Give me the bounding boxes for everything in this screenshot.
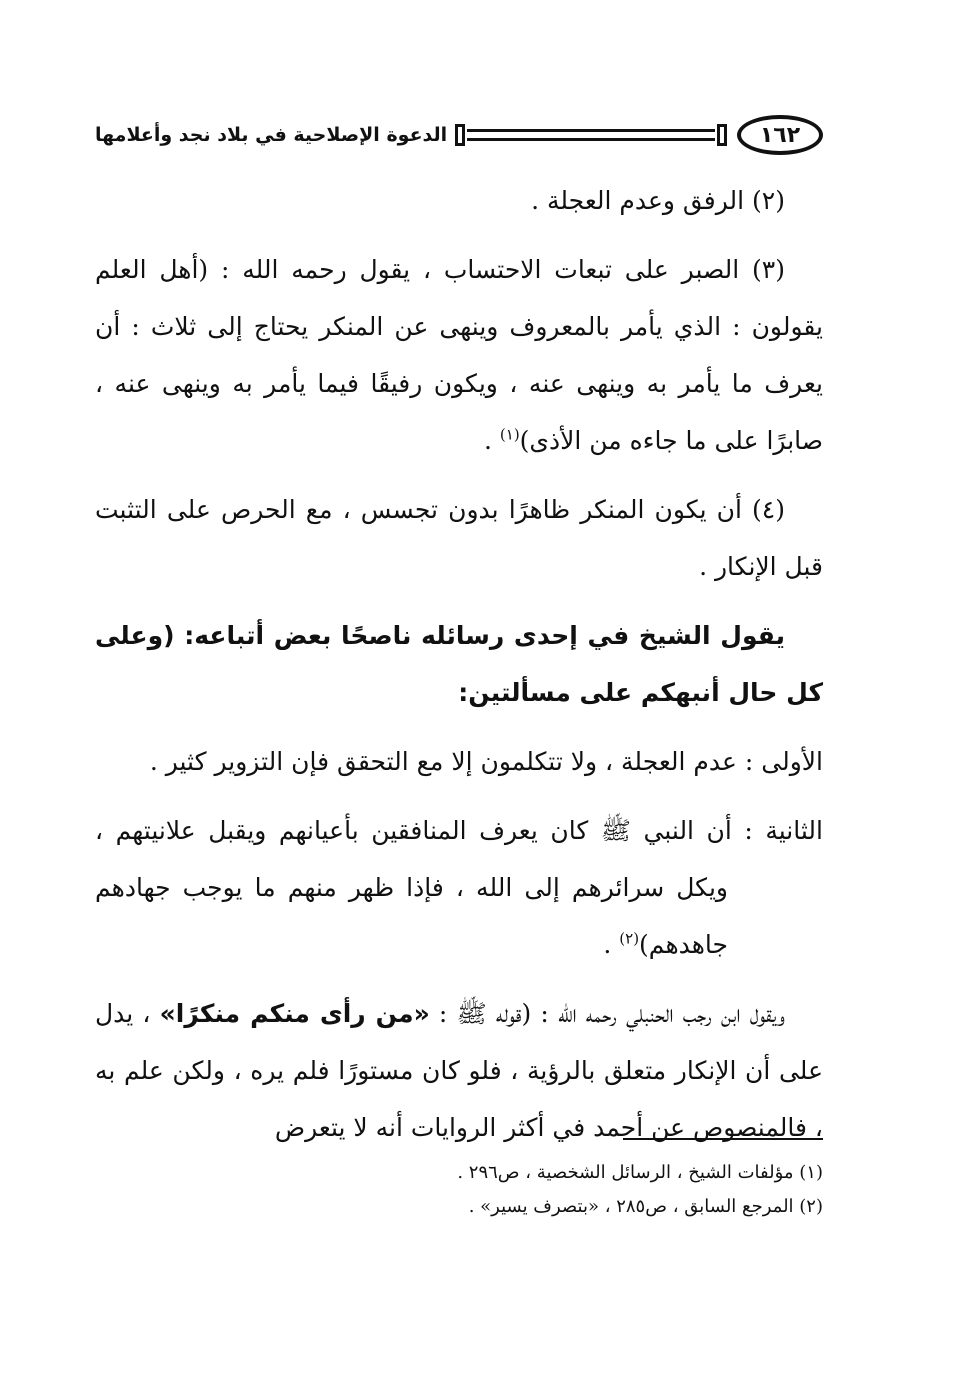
running-title: الدعوة الإصلاحية في بلاد نجد وأعلامها <box>95 124 448 146</box>
header-rule <box>467 129 715 141</box>
footnote-ref-2: (٢) <box>619 929 640 948</box>
paragraph-6 <box>95 802 823 973</box>
paragraph-4: يقول الشيخ في إحدى رسائله ناصحًا بعض أتباعه: (وعلى كل حال أنبهكم على مسألتين: <box>95 621 823 707</box>
paragraph-7 <box>95 985 823 1156</box>
body-text <box>95 172 823 1168</box>
header-rule-block-right <box>717 124 727 146</box>
footnote-divider <box>623 1138 823 1140</box>
header-rule-block-left <box>455 124 465 146</box>
page-number: ١٦٢ <box>737 115 823 155</box>
footnote-2: (٢) المرجع السابق ، ص٢٨٥ ، «بتصرف يسير» . <box>468 1196 823 1217</box>
footnote-1: (١) مؤلفات الشيخ ، الرسائل الشخصية ، ص٢٩٦ . <box>457 1162 823 1183</box>
paragraph-7-start: ويقول ابن رجب الحنبلي رحمه الله : (قوله ﷺ : <box>429 999 785 1028</box>
hadith-quote: «من رأى منكم منكرًا» <box>159 999 430 1028</box>
footnotes <box>95 1156 823 1224</box>
paragraph-6-end: . <box>603 930 620 959</box>
footnote-ref-1: (١) <box>499 425 520 444</box>
paragraph-7-rest: ، يدل على أن الإنكار متعلق بالرؤية ، فلو كان مستورًا فلم يره ، ولكن علم به ، فالمنصوص عن أحمد في أكثر الروايات أنه لا يتعرض <box>95 999 823 1142</box>
paragraph-2 <box>95 241 823 469</box>
paragraph-3: (٤) أن يكون المنكر ظاهرًا بدون تجسس ، مع الحرص على التثبت قبل الإنكار . <box>95 495 823 581</box>
paragraph-6-text: الثانية : أن النبي ﷺ كان يعرف المنافقين بأعيانهم ويقبل علانيتهم ، ويكل سرائرهم إلى الله ، فإذا ظهر منهم ما يوجب جهادهم جاهدهم) <box>95 816 823 959</box>
paragraph-1: (٢) الرفق وعدم العجلة . <box>531 186 785 215</box>
page-header <box>95 110 823 160</box>
paragraph-2-text: (٣) الصبر على تبعات الاحتساب ، يقول رحمه الله : (أهل العلم يقولون : الذي يأمر بالمعروف وينهى عن المنكر يحتاج إلى ثلاث : أن يعرف ما يأمر به وينهى عنه ، ويكون رفيقًا فيما يأمر به وينهى عنه ، صابرًا على ما جاءه من الأذى) <box>95 255 823 455</box>
paragraph-5: الأولى : عدم العجلة ، ولا تتكلمون إلا مع التحقق فإن التزوير كثير . <box>149 747 823 776</box>
paragraph-2-end: . <box>483 426 500 455</box>
